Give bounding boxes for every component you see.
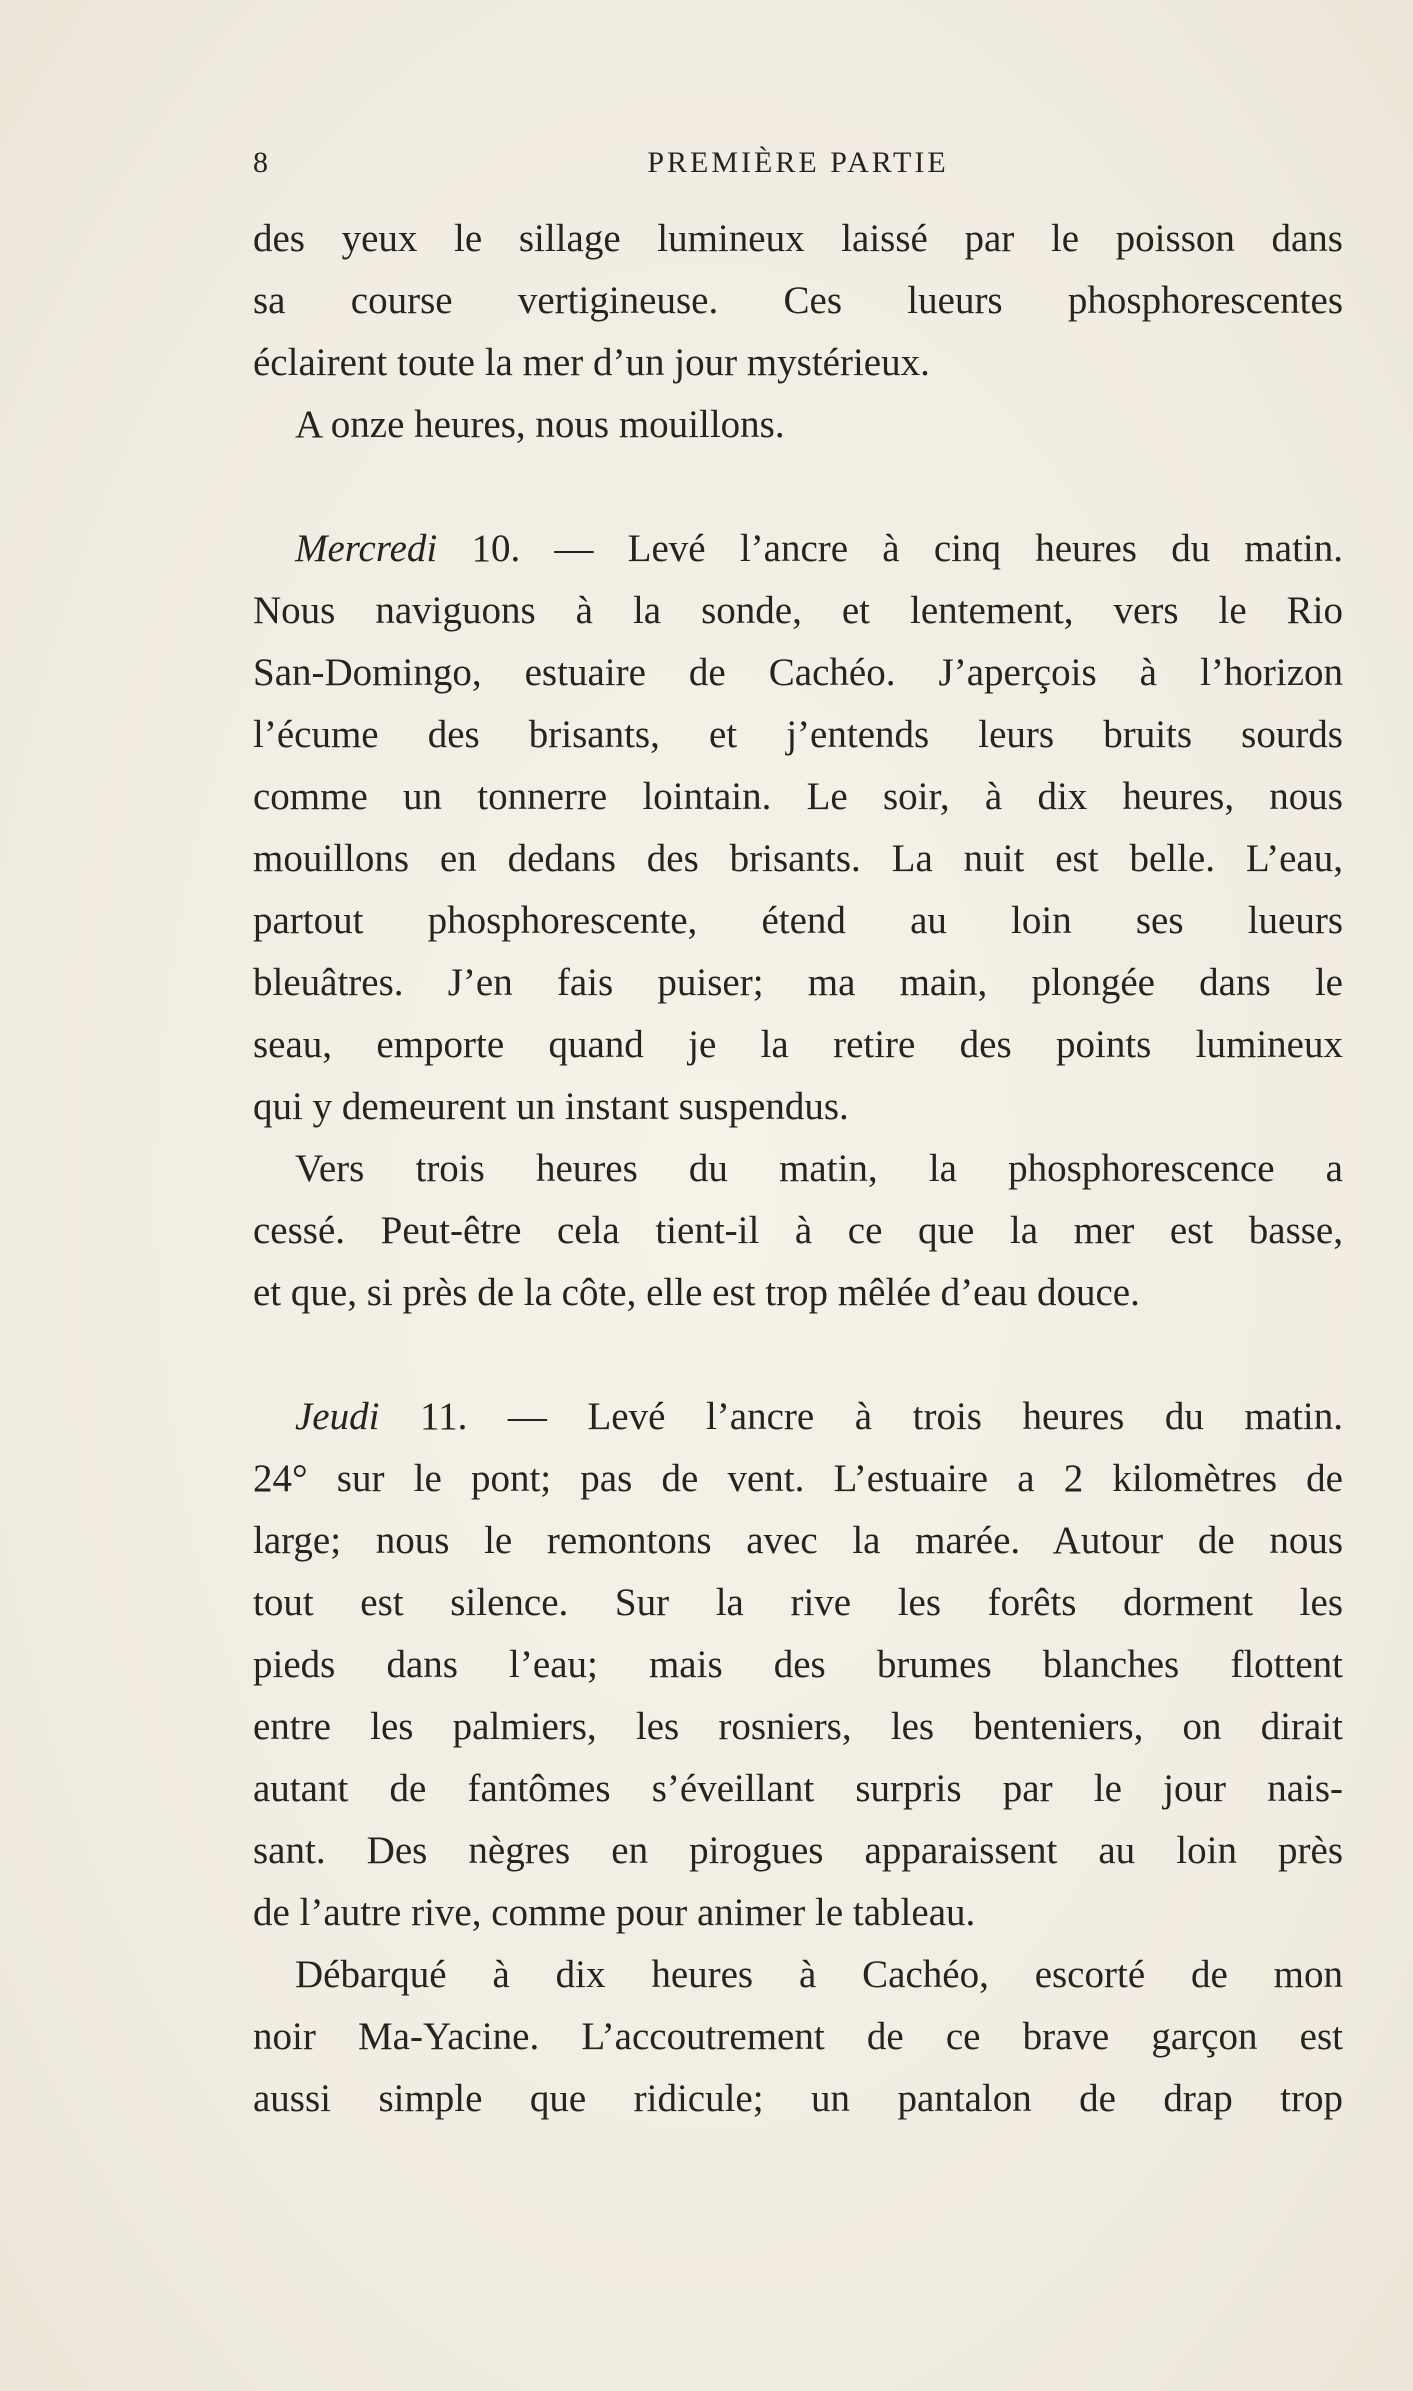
text-line: San-Domingo, estuaire de Cachéo. J’aperçois à l’horizon <box>253 651 1343 694</box>
text-line: tout est silence. Sur la rive les forêts dorment les <box>253 1581 1343 1624</box>
text-line: comme un tonnerre lointain. Le soir, à dix heures, nous <box>253 775 1343 818</box>
text-line: sa course vertigineuse. Ces lueurs phosphorescentes <box>253 279 1343 322</box>
section-gap <box>253 1324 1343 1386</box>
text-line: Débarqué à dix heures à Cachéo, escorté de mon <box>295 1953 1343 1996</box>
entry-day: Jeudi <box>295 1395 380 1438</box>
text-line: des yeux le sillage lumineux laissé par le poisson dans <box>253 217 1343 260</box>
text-line: Vers trois heures du matin, la phosphorescence a <box>295 1147 1343 1190</box>
text-line: sant. Des nègres en pirogues apparaissent au loin près <box>253 1829 1343 1872</box>
text-line: mouillons en dedans des brisants. La nuit est belle. L’eau, <box>253 837 1343 880</box>
text-line: 24° sur le pont; pas de vent. L’estuaire a 2 kilomètres de <box>253 1457 1343 1500</box>
text-line: l’écume des brisants, et j’entends leurs bruits sourds <box>253 713 1343 756</box>
page-number: 8 <box>253 146 270 179</box>
entry-text: 10. — Levé l’ancre à cinq heures du matin. <box>471 527 1343 570</box>
text-line: A onze heures, nous mouillons. <box>295 403 785 446</box>
text-line: éclairent toute la mer d’un jour mystérieux. <box>253 341 930 384</box>
text-line: autant de fantômes s’éveillant surpris par le jour nais- <box>253 1767 1343 1810</box>
text-line: qui y demeurent un instant suspendus. <box>253 1085 849 1128</box>
paragraph <box>253 394 1343 456</box>
section-gap <box>253 456 1343 518</box>
diary-entry-mercredi <box>253 518 1343 1138</box>
text-line: seau, emporte quand je la retire des points lumineux <box>253 1023 1343 1066</box>
entry-first-line <box>253 1386 1343 1448</box>
page-header <box>253 138 1343 188</box>
text-line: de l’autre rive, comme pour animer le tableau. <box>253 1891 976 1934</box>
entry-day: Mercredi <box>295 527 438 570</box>
entry-text: 11. — Levé l’ancre à trois heures du matin. <box>420 1395 1343 1438</box>
text-line: Nous naviguons à la sonde, et lentement, vers le Rio <box>253 589 1343 632</box>
text-line: cessé. Peut-être cela tient-il à ce que la mer est basse, <box>253 1209 1343 1252</box>
text-line: aussi simple que ridicule; un pantalon de drap trop <box>253 2077 1343 2120</box>
text-line: et que, si près de la côte, elle est trop mêlée d’eau douce. <box>253 1271 1140 1314</box>
body-text <box>253 208 1343 2130</box>
text-line: entre les palmiers, les rosniers, les benteniers, on dirait <box>253 1705 1343 1748</box>
text-line: bleuâtres. J’en fais puiser; ma main, plongée dans le <box>253 961 1343 1004</box>
entry-first-line <box>253 518 1343 580</box>
paragraph <box>253 208 1343 394</box>
paragraph <box>253 1944 1343 2130</box>
text-line: noir Ma-Yacine. L’accoutrement de ce brave garçon est <box>253 2015 1343 2058</box>
text-line: pieds dans l’eau; mais des brumes blanches flottent <box>253 1643 1343 1686</box>
text-line: large; nous le remontons avec la marée. Autour de nous <box>253 1519 1343 1562</box>
diary-entry-jeudi <box>253 1386 1343 1944</box>
running-head: PREMIÈRE PARTIE <box>647 146 949 179</box>
text-line: partout phosphorescente, étend au loin ses lueurs <box>253 899 1343 942</box>
paragraph <box>253 1138 1343 1324</box>
